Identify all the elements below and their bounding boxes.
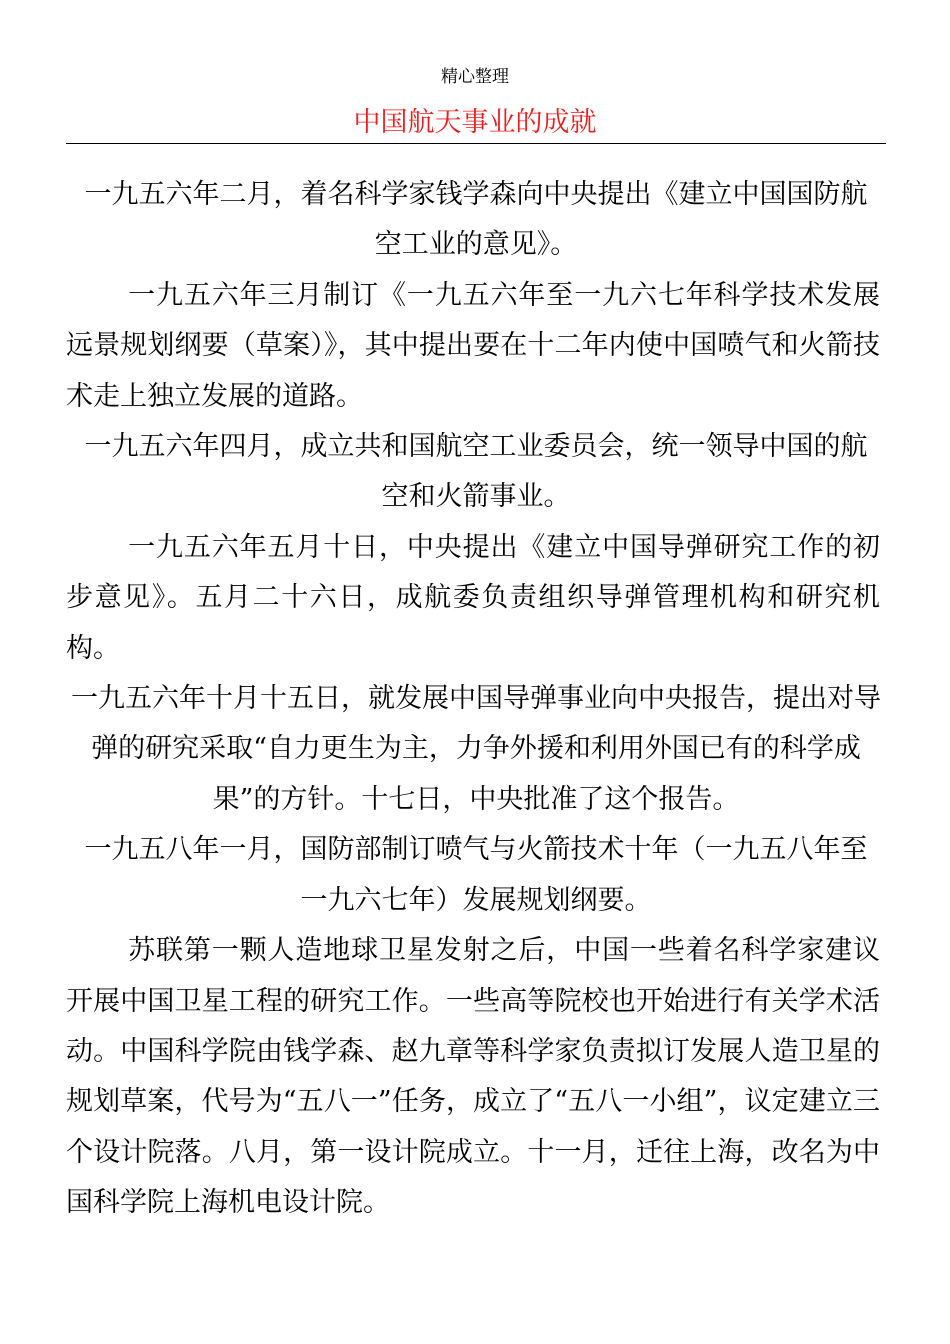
paragraph-3: 一九五六年四月，成立共和国航空工业委员会，统一领导中国的航空和火箭事业。 — [84, 431, 868, 513]
paragraph-6: 一九五八年一月，国防部制订喷气与火箭技术十年（一九五八年至一九六七年）发展规划纲要。 — [84, 834, 868, 916]
paragraph-1: 一九五六年二月，着名科学家钱学森向中央提出《建立中国国防航空工业的意见》。 — [84, 179, 868, 261]
document-body — [66, 170, 886, 1229]
paragraph-7: 苏联第一颗人造地球卫星发射之后，中国一些着名科学家建议开展中国卫星工程的研究工作。一些高等院校也开始进行有关学术活动。中国科学院由钱学森、赵九章等科学家负责拟订发展人造卫星的规划草案，代号为“五八一”任务，成立了“五八一小组”，议定建立三个设计院落。八月，第一设计院成立。十一月，迁往上海，改名为中国科学院上海机电设计院。 — [66, 935, 880, 1219]
paragraph-5: 一九五六年十月十五日，就发展中国导弹事业向中央报告，提出对导弹的研究采取“自力更生为主，力争外援和利用外国已有的科学成果”的方针。十七日，中央批准了这个报告。 — [71, 683, 881, 815]
paragraph-2: 一九五六年三月制订《一九五六年至一九六七年科学技术发展远景规划纲要（草案）》，其中提出要在十二年内使中国喷气和火箭技术走上独立发展的道路。 — [66, 279, 880, 412]
header-note: 精心整理 — [441, 67, 509, 87]
paragraph-4: 一九五六年五月十日，中央提出《建立中国导弹研究工作的初步意见》。五月二十六日，成航委负责组织导弹管理机构和研究机构。 — [66, 531, 880, 664]
document-title: 中国航天事业的成就 — [353, 107, 597, 138]
title-divider — [66, 143, 886, 144]
